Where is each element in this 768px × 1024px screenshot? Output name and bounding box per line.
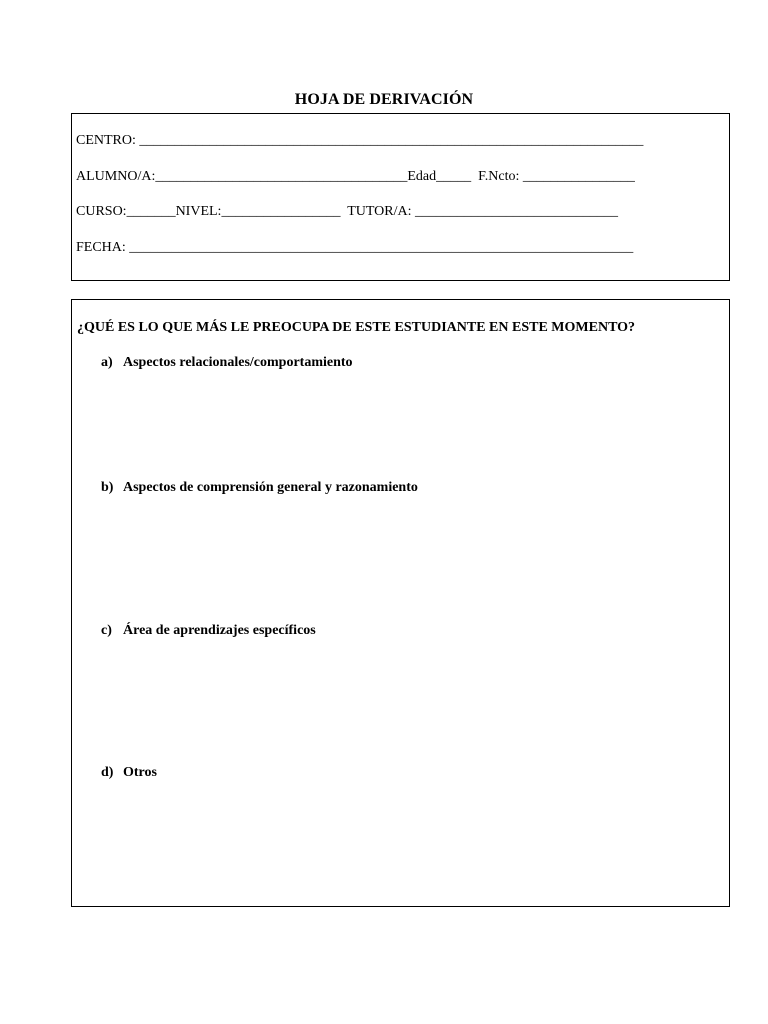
concern-item-label: Área de aprendizajes específicos <box>123 623 316 638</box>
concern-item-letter: a) <box>101 355 113 370</box>
concern-item-letter: c) <box>101 623 112 638</box>
concern-item-letter: d) <box>101 765 114 780</box>
document-title: HOJA DE DERIVACIÓN <box>294 91 474 108</box>
concern-item-label: Otros <box>123 765 157 780</box>
student-info-box <box>71 113 730 281</box>
concern-item-learning <box>101 622 316 640</box>
centro-field[interactable]: CENTRO: ________________________________________________________________________ <box>76 133 644 148</box>
concern-item-label: Aspectos de comprensión general y razonamiento <box>123 480 418 495</box>
concern-item-label: Aspectos relacionales/comportamiento <box>123 355 353 370</box>
curso-field[interactable]: CURSO:_______NIVEL:_________________ TUTOR/A: _____________________________ <box>76 204 618 219</box>
fecha-field[interactable]: FECHA: ________________________________________________________________________ <box>76 240 634 255</box>
concerns-box <box>71 299 730 907</box>
concern-item-relational <box>101 354 353 372</box>
concern-item-letter: b) <box>101 480 114 495</box>
alumno-field[interactable]: ALUMNO/A:____________________________________Edad_____ F.Ncto: ________________ <box>76 169 635 184</box>
concern-item-comprehension <box>101 479 418 497</box>
concerns-question: ¿QUÉ ES LO QUE MÁS LE PREOCUPA DE ESTE ESTUDIANTE EN ESTE MOMENTO? <box>77 320 636 335</box>
concern-item-others <box>101 764 157 782</box>
